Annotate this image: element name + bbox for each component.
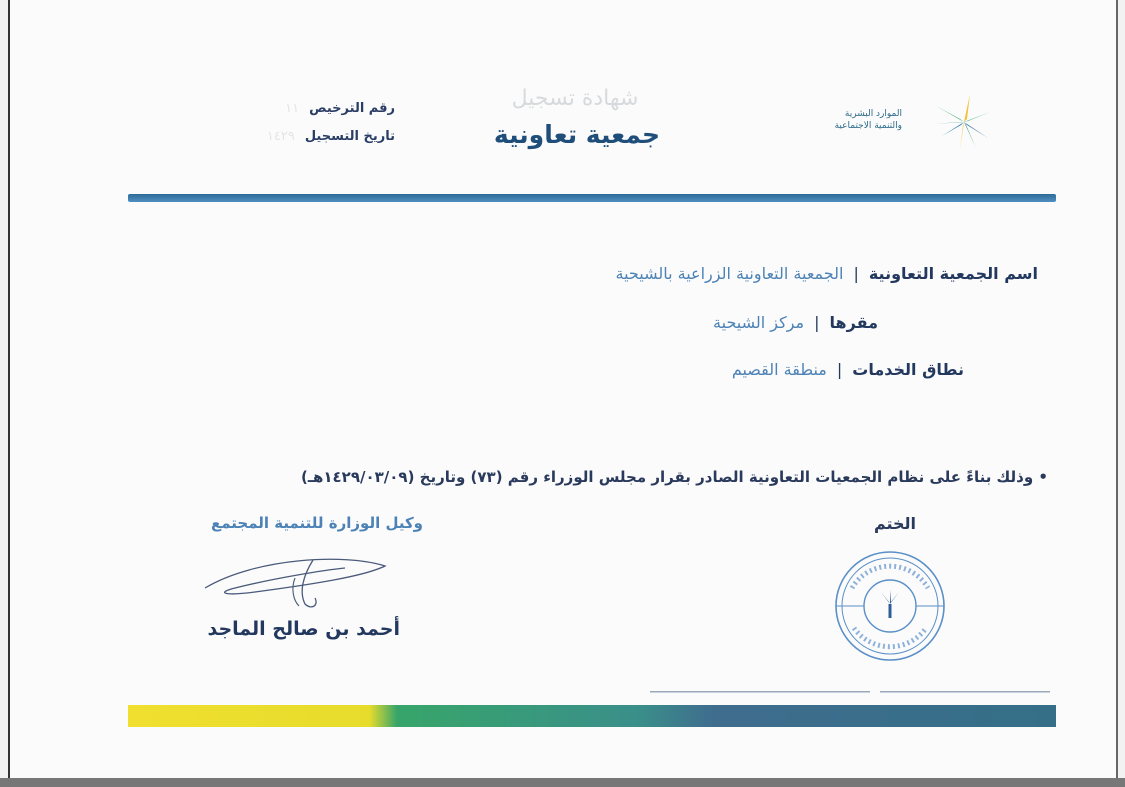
page-edge	[0, 778, 1125, 787]
field-label: مقرها	[829, 313, 878, 332]
faded-title: شهادة تسجيل	[511, 86, 639, 111]
field-headquarters	[713, 313, 878, 332]
license-number-value: ١١	[285, 100, 300, 116]
footer-color-band	[128, 705, 1056, 727]
license-number-row	[150, 94, 395, 122]
field-separator: |	[853, 264, 859, 283]
field-value: الجمعية التعاونية الزراعية بالشيحية	[615, 264, 844, 283]
registration-date-label: تاريخ التسجيل	[304, 128, 395, 144]
seal-title: الختم	[873, 514, 917, 533]
legal-basis-text: • وذلك بناءً على نظام الجمعيات التعاونية الصادر بقرار مجلس الوزراء رقم (٧٣) وتاريخ (١٤٢٩/٠٣/٠٩هـ)	[300, 468, 1048, 486]
logo-text: الموارد البشرية والتنمية الاجتماعية	[834, 109, 902, 131]
field-separator: |	[814, 313, 820, 332]
handwritten-signature-icon	[195, 548, 395, 618]
field-value: منطقة القصيم	[731, 360, 827, 379]
field-society-name	[616, 264, 1038, 283]
signatory-title: وكيل الوزارة للتنمية المجتمع	[210, 514, 423, 532]
ministry-logo	[815, 92, 1000, 154]
field-separator: |	[836, 360, 843, 379]
header-rule	[128, 194, 1056, 202]
field-label: نطاق الخدمات	[852, 360, 964, 379]
fine-print	[650, 688, 1050, 698]
registration-date-row	[150, 122, 395, 150]
field-service-scope	[732, 360, 964, 379]
signatory-name: أحمد بن صالح الماجد	[207, 618, 400, 640]
official-seal-icon	[830, 548, 950, 663]
license-block	[150, 94, 395, 150]
license-number-label: رقم الترخيص	[309, 100, 395, 116]
field-value: مركز الشيحية	[713, 313, 805, 332]
palm-star-icon	[928, 92, 1000, 152]
document-title: جمعية تعاونية	[493, 120, 661, 149]
field-label: اسم الجمعية التعاونية	[868, 264, 1038, 283]
certificate-sheet	[8, 0, 1118, 778]
registration-date-value: ١٤٢٩	[266, 128, 295, 144]
fine-print-lines-icon	[650, 688, 1050, 696]
